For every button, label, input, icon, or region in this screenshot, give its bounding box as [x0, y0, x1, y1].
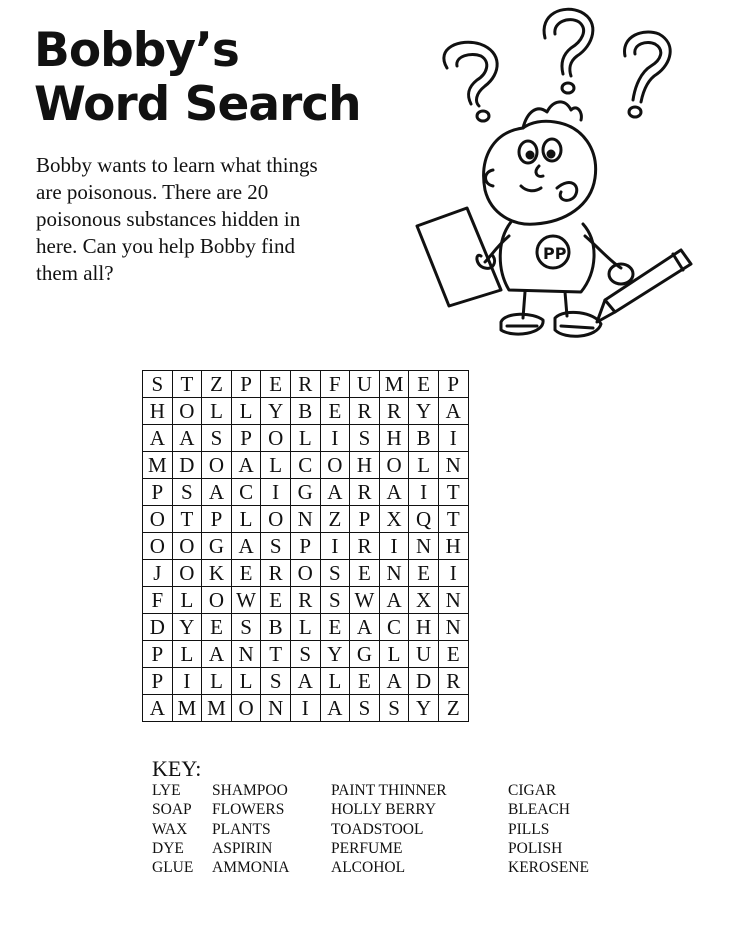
grid-cell: R [290, 371, 320, 398]
grid-cell: R [438, 668, 468, 695]
grid-cell: P [143, 641, 173, 668]
grid-cell: A [231, 452, 261, 479]
grid-row [143, 371, 469, 398]
grid-cell: X [409, 587, 439, 614]
grid-cell: L [172, 587, 202, 614]
grid-cell: D [143, 614, 173, 641]
grid-cell: I [172, 668, 202, 695]
grid-cell: Z [202, 371, 232, 398]
key-word: GLUE [152, 859, 194, 877]
grid-cell: O [320, 452, 350, 479]
key-word: BLEACH [508, 801, 570, 819]
grid-row [143, 398, 469, 425]
grid-cell: O [290, 560, 320, 587]
grid-cell: N [409, 533, 439, 560]
key-word: PAINT THINNER [331, 782, 447, 799]
grid-row [143, 614, 469, 641]
grid-cell: A [143, 425, 173, 452]
key-word: PLANTS [212, 820, 271, 838]
grid-cell: I [290, 695, 320, 722]
grid-cell: O [172, 533, 202, 560]
key-word: KEROSENE [508, 859, 589, 877]
key-word: CIGAR [508, 782, 557, 799]
grid-cell: A [379, 587, 409, 614]
grid-cell: W [231, 587, 261, 614]
grid-row [143, 695, 469, 722]
grid-cell: W [350, 587, 380, 614]
grid-cell: S [143, 371, 173, 398]
grid-cell: A [350, 614, 380, 641]
title-line-2: Word Search [34, 77, 361, 132]
key-word: SHAMPOO [212, 782, 288, 799]
grid-cell: A [438, 398, 468, 425]
grid-cell: R [350, 479, 380, 506]
grid-cell: P [231, 371, 261, 398]
grid-cell: O [379, 452, 409, 479]
grid-row [143, 587, 469, 614]
grid-cell: L [202, 668, 232, 695]
grid-cell: B [290, 398, 320, 425]
grid-cell: P [438, 371, 468, 398]
key-word: PERFUME [331, 839, 403, 857]
grid-cell: E [261, 587, 291, 614]
grid-row [143, 506, 469, 533]
key-word: POLISH [508, 839, 563, 857]
instructions-line: them all? [36, 261, 114, 285]
grid-cell: S [379, 695, 409, 722]
instructions-line: here. Can you help Bobby find [36, 234, 295, 258]
grid-cell: R [350, 533, 380, 560]
grid-cell: N [438, 587, 468, 614]
grid-cell: P [143, 479, 173, 506]
grid-cell: E [350, 560, 380, 587]
key-column [152, 781, 193, 877]
grid-cell: E [320, 398, 350, 425]
grid-cell: I [438, 425, 468, 452]
grid-cell: A [320, 479, 350, 506]
key-word: HOLLY BERRY [331, 801, 437, 819]
grid-cell: M [143, 452, 173, 479]
grid-cell: A [202, 479, 232, 506]
grid-cell: L [172, 641, 202, 668]
grid-cell: N [261, 695, 291, 722]
grid-cell: O [261, 425, 291, 452]
grid-cell: B [261, 614, 291, 641]
key-column [508, 781, 589, 877]
grid-cell: Z [438, 695, 468, 722]
grid-cell: Y [409, 398, 439, 425]
grid-cell: F [320, 371, 350, 398]
grid-cell: E [261, 371, 291, 398]
grid-cell: H [438, 533, 468, 560]
grid-cell: F [143, 587, 173, 614]
key-column [212, 781, 290, 877]
grid-cell: S [320, 587, 350, 614]
grid-cell: R [261, 560, 291, 587]
grid-cell: E [320, 614, 350, 641]
grid-cell: P [202, 506, 232, 533]
grid-cell: R [290, 587, 320, 614]
grid-cell: Y [172, 614, 202, 641]
grid-cell: B [409, 425, 439, 452]
grid-cell: Y [320, 641, 350, 668]
grid-cell: P [143, 668, 173, 695]
grid-cell: G [202, 533, 232, 560]
grid-cell: E [202, 614, 232, 641]
svg-text:PP: PP [543, 244, 567, 263]
grid-cell: C [379, 614, 409, 641]
bobby-illustration [405, 0, 705, 350]
grid-cell: O [202, 587, 232, 614]
key-word: DYE [152, 839, 184, 857]
grid-cell: S [350, 425, 380, 452]
grid-cell: I [379, 533, 409, 560]
instructions-line: poisonous substances hidden in [36, 207, 301, 231]
grid-cell: O [172, 398, 202, 425]
instructions-line: are poisonous. There are 20 [36, 180, 269, 204]
grid-cell: U [350, 371, 380, 398]
grid-cell: H [143, 398, 173, 425]
grid-cell: L [320, 668, 350, 695]
grid-cell: D [172, 452, 202, 479]
grid-cell: O [202, 452, 232, 479]
key-heading: KEY: [152, 756, 202, 781]
grid-cell: O [231, 695, 261, 722]
question-mark-icon [544, 9, 593, 93]
grid-cell: X [379, 506, 409, 533]
grid-cell: G [290, 479, 320, 506]
grid-cell: C [290, 452, 320, 479]
grid-cell: H [350, 452, 380, 479]
grid-cell: I [261, 479, 291, 506]
question-mark-icon [625, 32, 671, 117]
key-column [331, 781, 447, 877]
key-word: FLOWERS [212, 801, 285, 819]
key-word: PILLS [508, 820, 550, 838]
grid-cell: L [379, 641, 409, 668]
grid-cell: E [438, 641, 468, 668]
grid-cell: S [320, 560, 350, 587]
grid-cell: L [290, 425, 320, 452]
grid-cell: P [350, 506, 380, 533]
grid-cell: E [350, 668, 380, 695]
grid-cell: O [143, 533, 173, 560]
grid-row [143, 425, 469, 452]
grid-cell: L [202, 398, 232, 425]
grid-cell: P [290, 533, 320, 560]
grid-cell: A [379, 479, 409, 506]
grid-cell: R [379, 398, 409, 425]
grid-cell: L [261, 452, 291, 479]
key-word: ASPIRIN [212, 839, 273, 857]
grid-cell: S [202, 425, 232, 452]
title-line-1: Bobby’s [34, 23, 239, 78]
grid-cell: S [261, 533, 291, 560]
grid-cell: K [202, 560, 232, 587]
grid-cell: D [409, 668, 439, 695]
grid-cell: J [143, 560, 173, 587]
grid-cell: E [409, 560, 439, 587]
grid-cell: Y [409, 695, 439, 722]
grid-cell: S [261, 668, 291, 695]
grid-cell: H [409, 614, 439, 641]
grid-cell: A [202, 641, 232, 668]
question-mark-icon [444, 42, 497, 121]
grid-cell: E [231, 560, 261, 587]
grid-cell: A [379, 668, 409, 695]
grid-cell: R [350, 398, 380, 425]
grid-cell: L [290, 614, 320, 641]
grid-cell: L [231, 398, 261, 425]
grid-cell: T [438, 506, 468, 533]
grid-cell: E [409, 371, 439, 398]
key-word: LYE [152, 782, 181, 799]
grid-cell: U [409, 641, 439, 668]
key-word: ALCOHOL [331, 859, 406, 877]
grid-cell: I [320, 425, 350, 452]
grid-cell: Z [320, 506, 350, 533]
grid-cell: N [379, 560, 409, 587]
grid-cell: P [231, 425, 261, 452]
grid-row [143, 668, 469, 695]
grid-row [143, 452, 469, 479]
grid-cell: T [261, 641, 291, 668]
grid-cell: M [172, 695, 202, 722]
grid-row [143, 479, 469, 506]
instructions [36, 152, 366, 287]
grid-cell: A [320, 695, 350, 722]
grid-cell: N [290, 506, 320, 533]
grid-row [143, 560, 469, 587]
grid-cell: H [379, 425, 409, 452]
grid-cell: O [261, 506, 291, 533]
key-word: SOAP [152, 801, 192, 819]
grid-cell: Y [261, 398, 291, 425]
grid-cell: L [409, 452, 439, 479]
grid-cell: M [202, 695, 232, 722]
key-word: AMMONIA [212, 859, 290, 877]
grid-cell: T [438, 479, 468, 506]
grid-cell: I [320, 533, 350, 560]
grid-row [143, 641, 469, 668]
grid-cell: Q [409, 506, 439, 533]
key-word: WAX [152, 820, 188, 838]
grid-cell: O [143, 506, 173, 533]
grid-cell: S [290, 641, 320, 668]
grid-cell: T [172, 371, 202, 398]
grid-cell: A [231, 533, 261, 560]
instructions-line: Bobby wants to learn what things [36, 153, 318, 177]
grid-cell: L [231, 668, 261, 695]
word-search-grid [142, 370, 469, 722]
grid-cell: I [409, 479, 439, 506]
grid-cell: O [172, 560, 202, 587]
grid-cell: S [172, 479, 202, 506]
grid-cell: S [231, 614, 261, 641]
grid-cell: S [350, 695, 380, 722]
grid-cell: N [438, 614, 468, 641]
page-title [34, 24, 361, 132]
grid-cell: G [350, 641, 380, 668]
grid-cell: N [438, 452, 468, 479]
grid-cell: M [379, 371, 409, 398]
grid-row [143, 533, 469, 560]
grid-cell: L [231, 506, 261, 533]
grid-cell: A [172, 425, 202, 452]
grid-cell: A [143, 695, 173, 722]
grid-cell: A [290, 668, 320, 695]
grid-cell: C [231, 479, 261, 506]
key-word: TOADSTOOL [331, 820, 424, 838]
grid-cell: I [438, 560, 468, 587]
grid-cell: T [172, 506, 202, 533]
grid-cell: N [231, 641, 261, 668]
